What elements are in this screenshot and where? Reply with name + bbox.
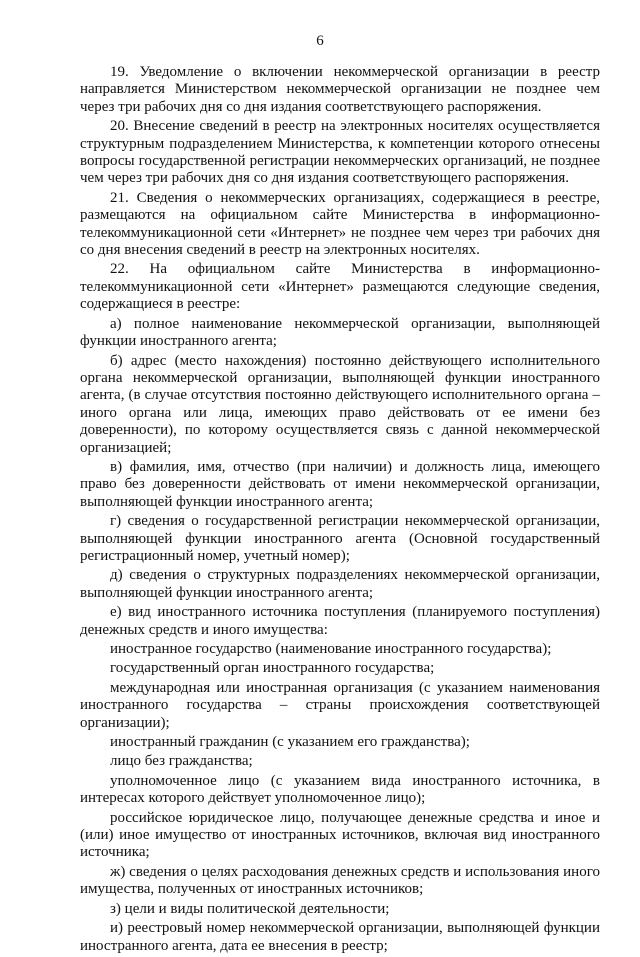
item-g: г) сведения о государственной регистрации некоммерческой организации, выполняющей функции иностранного агента (Основной государственный регистрационный номер, учетный номер); [80,513,600,564]
item-d: д) сведения о структурных подразделениях некоммерческой организации, выполняющей функции иностранного агента; [80,567,600,601]
source-russian-legal-entity: российское юридическое лицо, получающее денежные средства и иное и (или) иное имущество от иностранных источников, включая вид иностранного источника; [80,809,600,861]
item-b: б) адрес (место нахождения) постоянно действующего исполнительного органа некоммерческой организации, выполняющей функции иностранного агента, (в случае отсутствия постоянно действующего исполнительного органа – иного органа или лица, имеющих право действовать от ее имени без доверенности), по которому осуществляется связь с данной некоммерческой организацией; [80,352,600,456]
page-number: 6 [316,33,324,49]
source-stateless-person: лицо без гражданства; [110,753,253,770]
paragraph-22: 22. На официальном сайте Министерства в информационно-телекоммуникационной сети «Интернет» размещаются следующие сведения, содержащиеся в реестре: [80,261,600,313]
source-authorized-person: уполномоченное лицо (с указанием вида иностранного источника, в интересах которого действует уполномоченное лицо); [80,772,600,807]
document-body [80,64,600,957]
paragraph-20: 20. Внесение сведений в реестр на электронных носителях осуществляется структурным подразделением Министерства, к компетенции которого отнесены вопросы государственной регистрации некоммерческих организаций, не позднее чем через три рабочих дня со дня издания соответствующего распоряжения. [80,118,600,187]
source-foreign-citizen: иностранный гражданин (с указанием его гражданства); [110,734,470,751]
item-v: в) фамилия, имя, отчество (при наличии) и должность лица, имеющего право без доверенности действовать от имени некоммерческой организации, выполняющей функции иностранного агента; [80,458,600,510]
source-foreign-state: иностранное государство (наименование иностранного государства); [110,641,552,657]
source-state-body: государственный орган иностранного государства; [110,660,435,677]
item-z: з) цели и виды политической деятельности; [110,900,390,917]
item-i: и) реестровый номер некоммерческой организации, выполняющей функции иностранного агента, дата ее внесения в реестр; [80,920,600,954]
item-e: е) вид иностранного источника поступления (планируемого поступления) денежных средств и иного имущества: [80,604,600,638]
item-zh: ж) сведения о целях расходования денежных средств и использования иного имущества, полученных от иностранных источников; [80,863,600,898]
paragraph-21: 21. Сведения о некоммерческих организациях, содержащиеся в реестре, размещаются на официальном сайте Министерства в информационно-телекоммуникационной сети «Интернет» не позднее чем через три рабочих дня со дня внесения сведений в реестр на электронных носителях. [80,189,600,259]
paragraph-19: 19. Уведомление о включении некоммерческой организации в реестр направляется Министерством некоммерческой организации не позднее чем через три рабочих дня со дня издания соответствующего распоряжения. [80,64,600,115]
item-a: а) полное наименование некоммерческой организации, выполняющей функции иностранного агента; [80,315,600,350]
source-international-org: международная или иностранная организация (с указанием наименования иностранного государства – страны происхождения соответствующей организации); [80,679,600,731]
